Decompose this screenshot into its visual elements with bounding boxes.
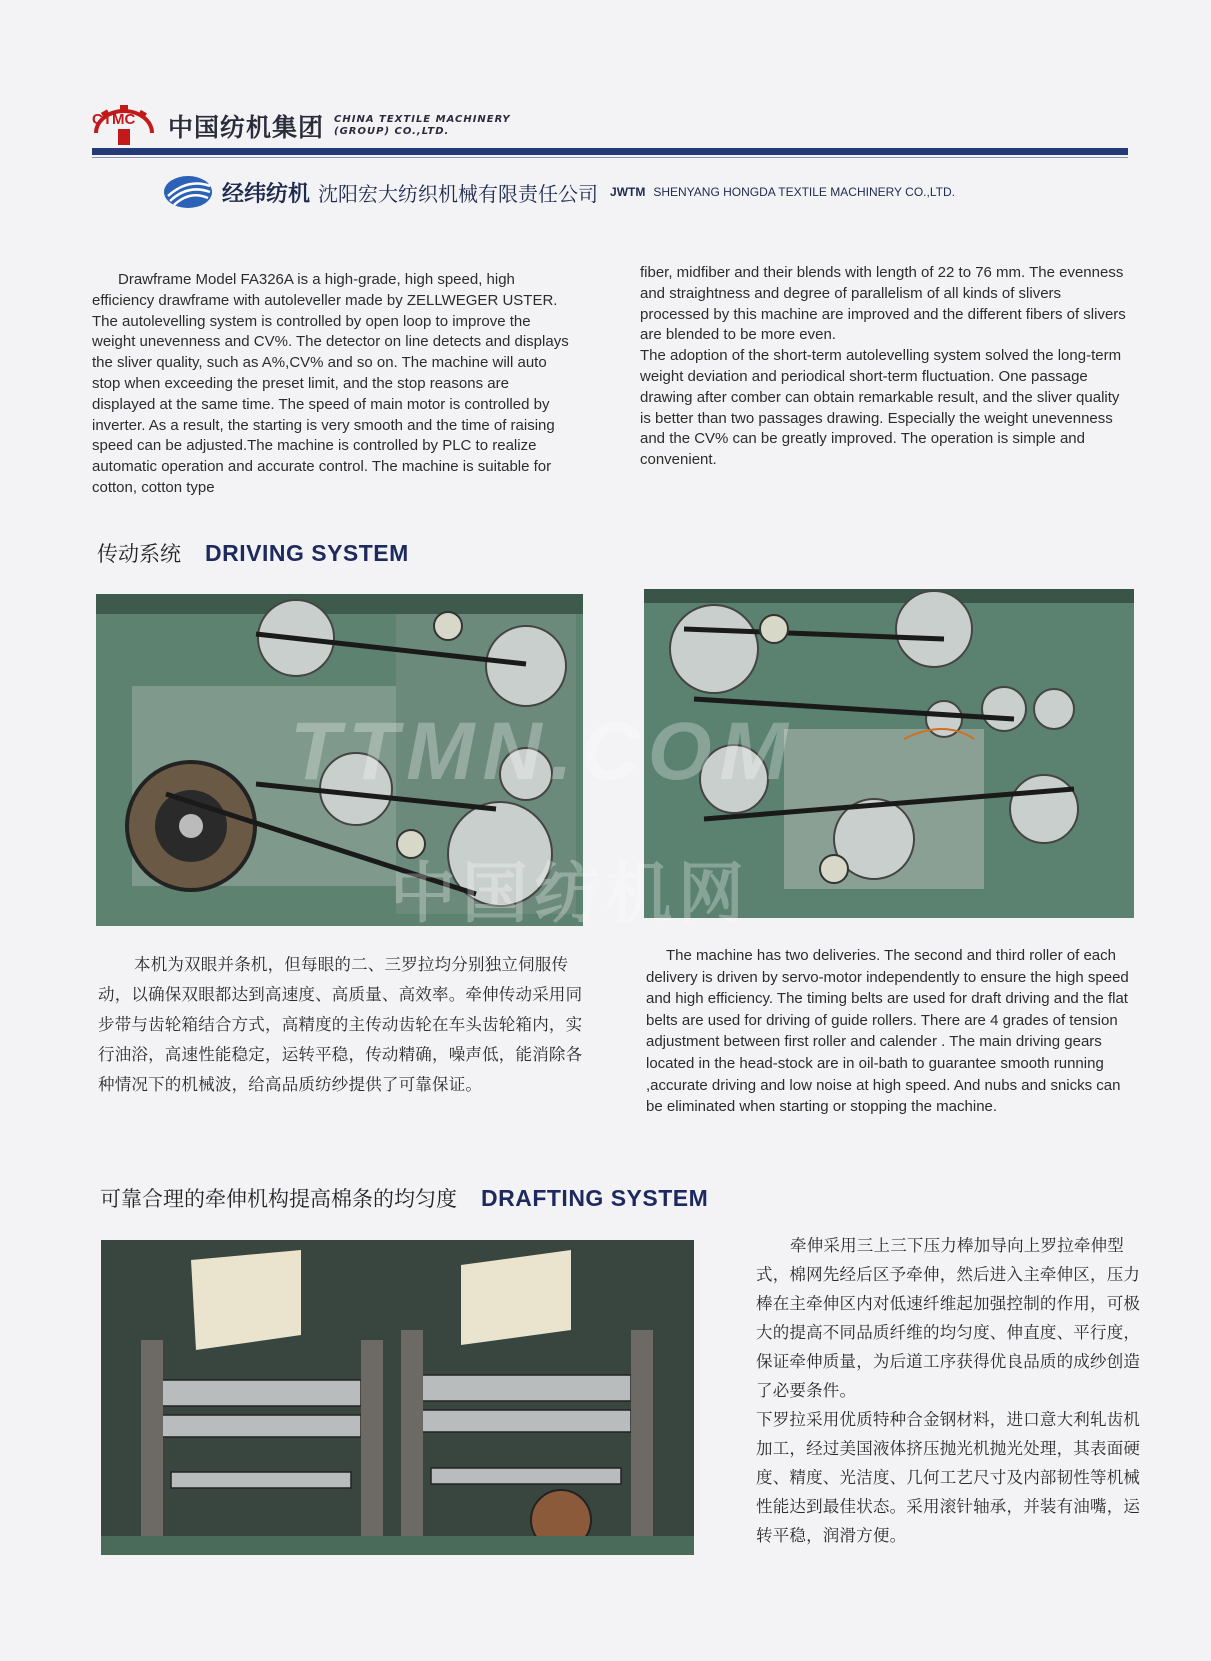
- ctmc-mark: CTMC: [92, 111, 136, 128]
- driving-text-en: The machine has two deliveries. The second and third roller of each delivery is driven by servo-motor independently to ensure the high speed and high efficiency. The timing belts are used for draft driving and the flat belts are used for driving of guide rollers. There are 4 grades of tension adjustment between first roller and calender . The main driving gears located in the head-stock are in oil-bath to guarantee smooth running ,accurate driving and low noise at high speed. And nubs and snicks can be eliminated when starting or stopping the machine.: [646, 947, 1129, 1116]
- company-abbr: JWTM: [610, 185, 646, 199]
- drafting-heading: [100, 1183, 708, 1213]
- drafting-text-cn: [756, 1231, 1156, 1550]
- intro-paragraph-3: The adoption of the short-term autolevelling system solved the long-term weight deviation and periodical short-term fluctuation. One passage drawing after comber can obtain remarkable result, and the sliver quality is better than two passages drawing. Especially the weight unevenness and the CV% can be greatly improved. The operation is simple and convenient.: [640, 347, 1122, 469]
- watermark-en: TTMN.COM: [290, 706, 796, 797]
- header-rule: [92, 148, 1128, 155]
- drafting-heading-en: DRAFTING SYSTEM: [481, 1185, 709, 1211]
- intro-paragraph-2: fiber, midfiber and their blends with length of 22 to 76 mm. The evenness and straightness and degree of parallelism of all kinds of slivers processed by this machine are improved and the different fibers of slivers are blended to be more even.: [640, 264, 1126, 344]
- driving-text-cn: 本机为双眼并条机，但每眼的二、三罗拉均分别独立伺服传动，以确保双眼都达到高速度、高质量、高效率。牵伸传动采用同步带与齿轮箱结合方式，高精度的主传动齿轮在车头齿轮箱内，实行油浴，高速性能稳定，运转平稳，传动精确，噪声低，能消除各种情况下的机械波，给高品质纺纱提供了可靠保证。: [98, 955, 583, 1094]
- intro-left-column: [92, 270, 572, 499]
- intro-right-column: [640, 263, 1130, 471]
- company-name-cn: 沈阳宏大纺织机械有限责任公司: [318, 181, 599, 206]
- drafting-paragraph-2: 下罗拉采用优质特种合金钢材料，进口意大利轧齿机加工，经过美国液体挤压抛光机抛光处理，其表面硬度、精度、光洁度、几何工艺尺寸及内部韧性等机械性能达到最佳状态。采用滚针轴承，并装有油嘴，运转平稳，润滑方便。: [756, 1410, 1141, 1545]
- group-name-en: CHINA TEXTILE MACHINERY (GROUP) CO.,LTD.: [334, 114, 511, 137]
- drafting-photo: [101, 1240, 694, 1555]
- driving-heading-cn: 传动系统: [97, 542, 181, 566]
- company-header: [162, 172, 955, 212]
- ctmc-logo: [92, 105, 156, 147]
- jwtm-logo-icon: [162, 174, 214, 210]
- watermark-cn: 中国纺机网: [390, 855, 750, 932]
- driving-heading: [97, 538, 409, 568]
- driving-heading-en: DRIVING SYSTEM: [205, 540, 409, 566]
- drafting-paragraph-1: 牵伸采用三上三下压力棒加导向上罗拉牵伸型式，棉网先经后区予牵伸，然后进入主牵伸区，压力棒在主牵伸区内对低速纤维起加强控制的作用，可极大的提高不同品质纤维的均匀度、伸直度、平行度，保证牵伸质量，为后道工序获得优良品质的成纱创造了必要条件。: [756, 1236, 1141, 1400]
- company-name-en: SHENYANG HONGDA TEXTILE MACHINERY CO.,LTD.: [653, 185, 955, 199]
- group-name-cn: 中国纺机集团: [168, 113, 325, 142]
- header-rule-thin: [92, 157, 1128, 158]
- drafting-heading-cn: 可靠合理的牵伸机构提高棉条的均匀度: [100, 1187, 457, 1211]
- group-header: [92, 104, 511, 148]
- intro-paragraph-1: Drawframe Model FA326A is a high-grade, high speed, high efficiency drawframe with autoleveller made by ZELLWEGER USTER. The autolevelling system is controlled by open loop to improve the weight unevenness and CV%. The detector on line detects and displays the sliver quality, such as A%,CV% and so on. The machine will auto stop when exceeding the preset limit, and the stop reasons are displayed at the same time. The speed of main motor is controlled by inverter. As a result, the starting is very smooth and the time of raising speed can be adjusted.The machine is controlled by PLC to realize automatic operation and accurate control. The machine is suitable for cotton, cotton type: [92, 271, 569, 496]
- brand-name-cn: 经纬纺机: [222, 181, 311, 207]
